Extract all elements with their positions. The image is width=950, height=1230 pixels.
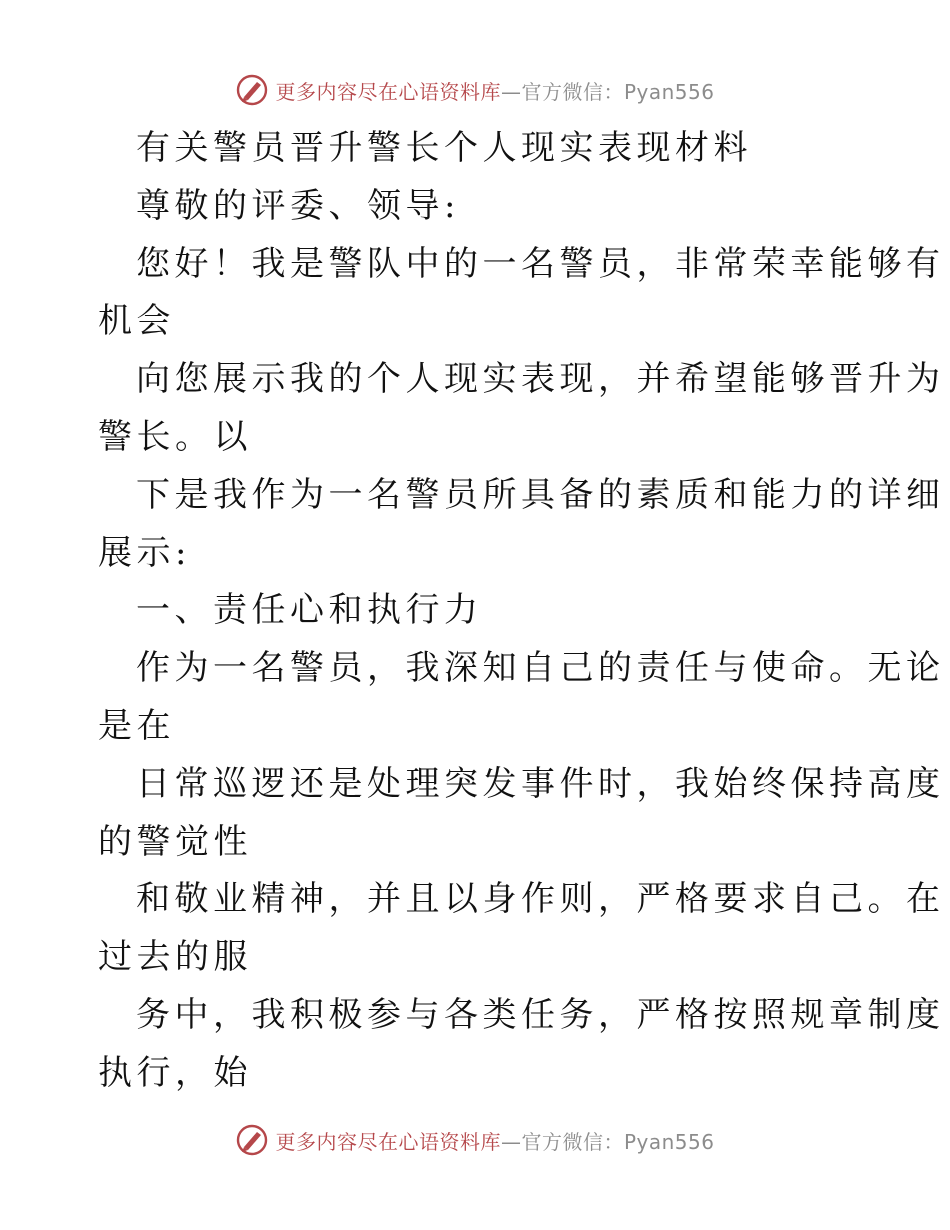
pen-logo-icon — [235, 1123, 269, 1157]
text-line: 的警觉性 — [98, 821, 252, 862]
text-line: 日常巡逻还是处理突发事件时，我始终保持高度 — [136, 763, 945, 804]
text-line: 向您展示我的个人现实表现，并希望能够晋升为 — [136, 359, 945, 400]
section-heading: 一、责任心和执行力 — [136, 590, 483, 631]
salutation: 尊敬的评委、领导: — [136, 185, 460, 226]
document-body — [98, 120, 945, 1103]
watermark-sub-text: —官方微信：Pyan556 — [500, 79, 715, 104]
watermark-main-text: 更多内容尽在心语资料库 — [275, 79, 501, 104]
text-line: 是在 — [98, 705, 175, 746]
text-line: 下是我作为一名警员所具备的素质和能力的详细 — [136, 474, 945, 515]
text-line: 您好！我是警队中的一名警员，非常荣幸能够有 — [136, 243, 945, 284]
watermark-main-text: 更多内容尽在心语资料库 — [275, 1129, 501, 1154]
text-line: 过去的服 — [98, 937, 252, 978]
pen-logo-icon — [235, 73, 269, 107]
text-line: 作为一名警员，我深知自己的责任与使命。无论 — [136, 648, 945, 689]
text-line: 警长。以 — [98, 416, 252, 457]
watermark-sub-text: —官方微信：Pyan556 — [500, 1129, 715, 1154]
header-watermark — [0, 70, 950, 110]
footer-watermark — [0, 1120, 950, 1160]
text-line: 务中，我积极参与各类任务，严格按照规章制度 — [136, 994, 945, 1035]
text-line: 展示: — [98, 532, 191, 573]
document-title: 有关警员晋升警长个人现实表现材料 — [136, 128, 752, 168]
text-line: 和敬业精神，并且以身作则，严格要求自己。在 — [136, 879, 945, 920]
text-line: 机会 — [98, 301, 175, 342]
text-line: 执行，始 — [98, 1052, 252, 1093]
